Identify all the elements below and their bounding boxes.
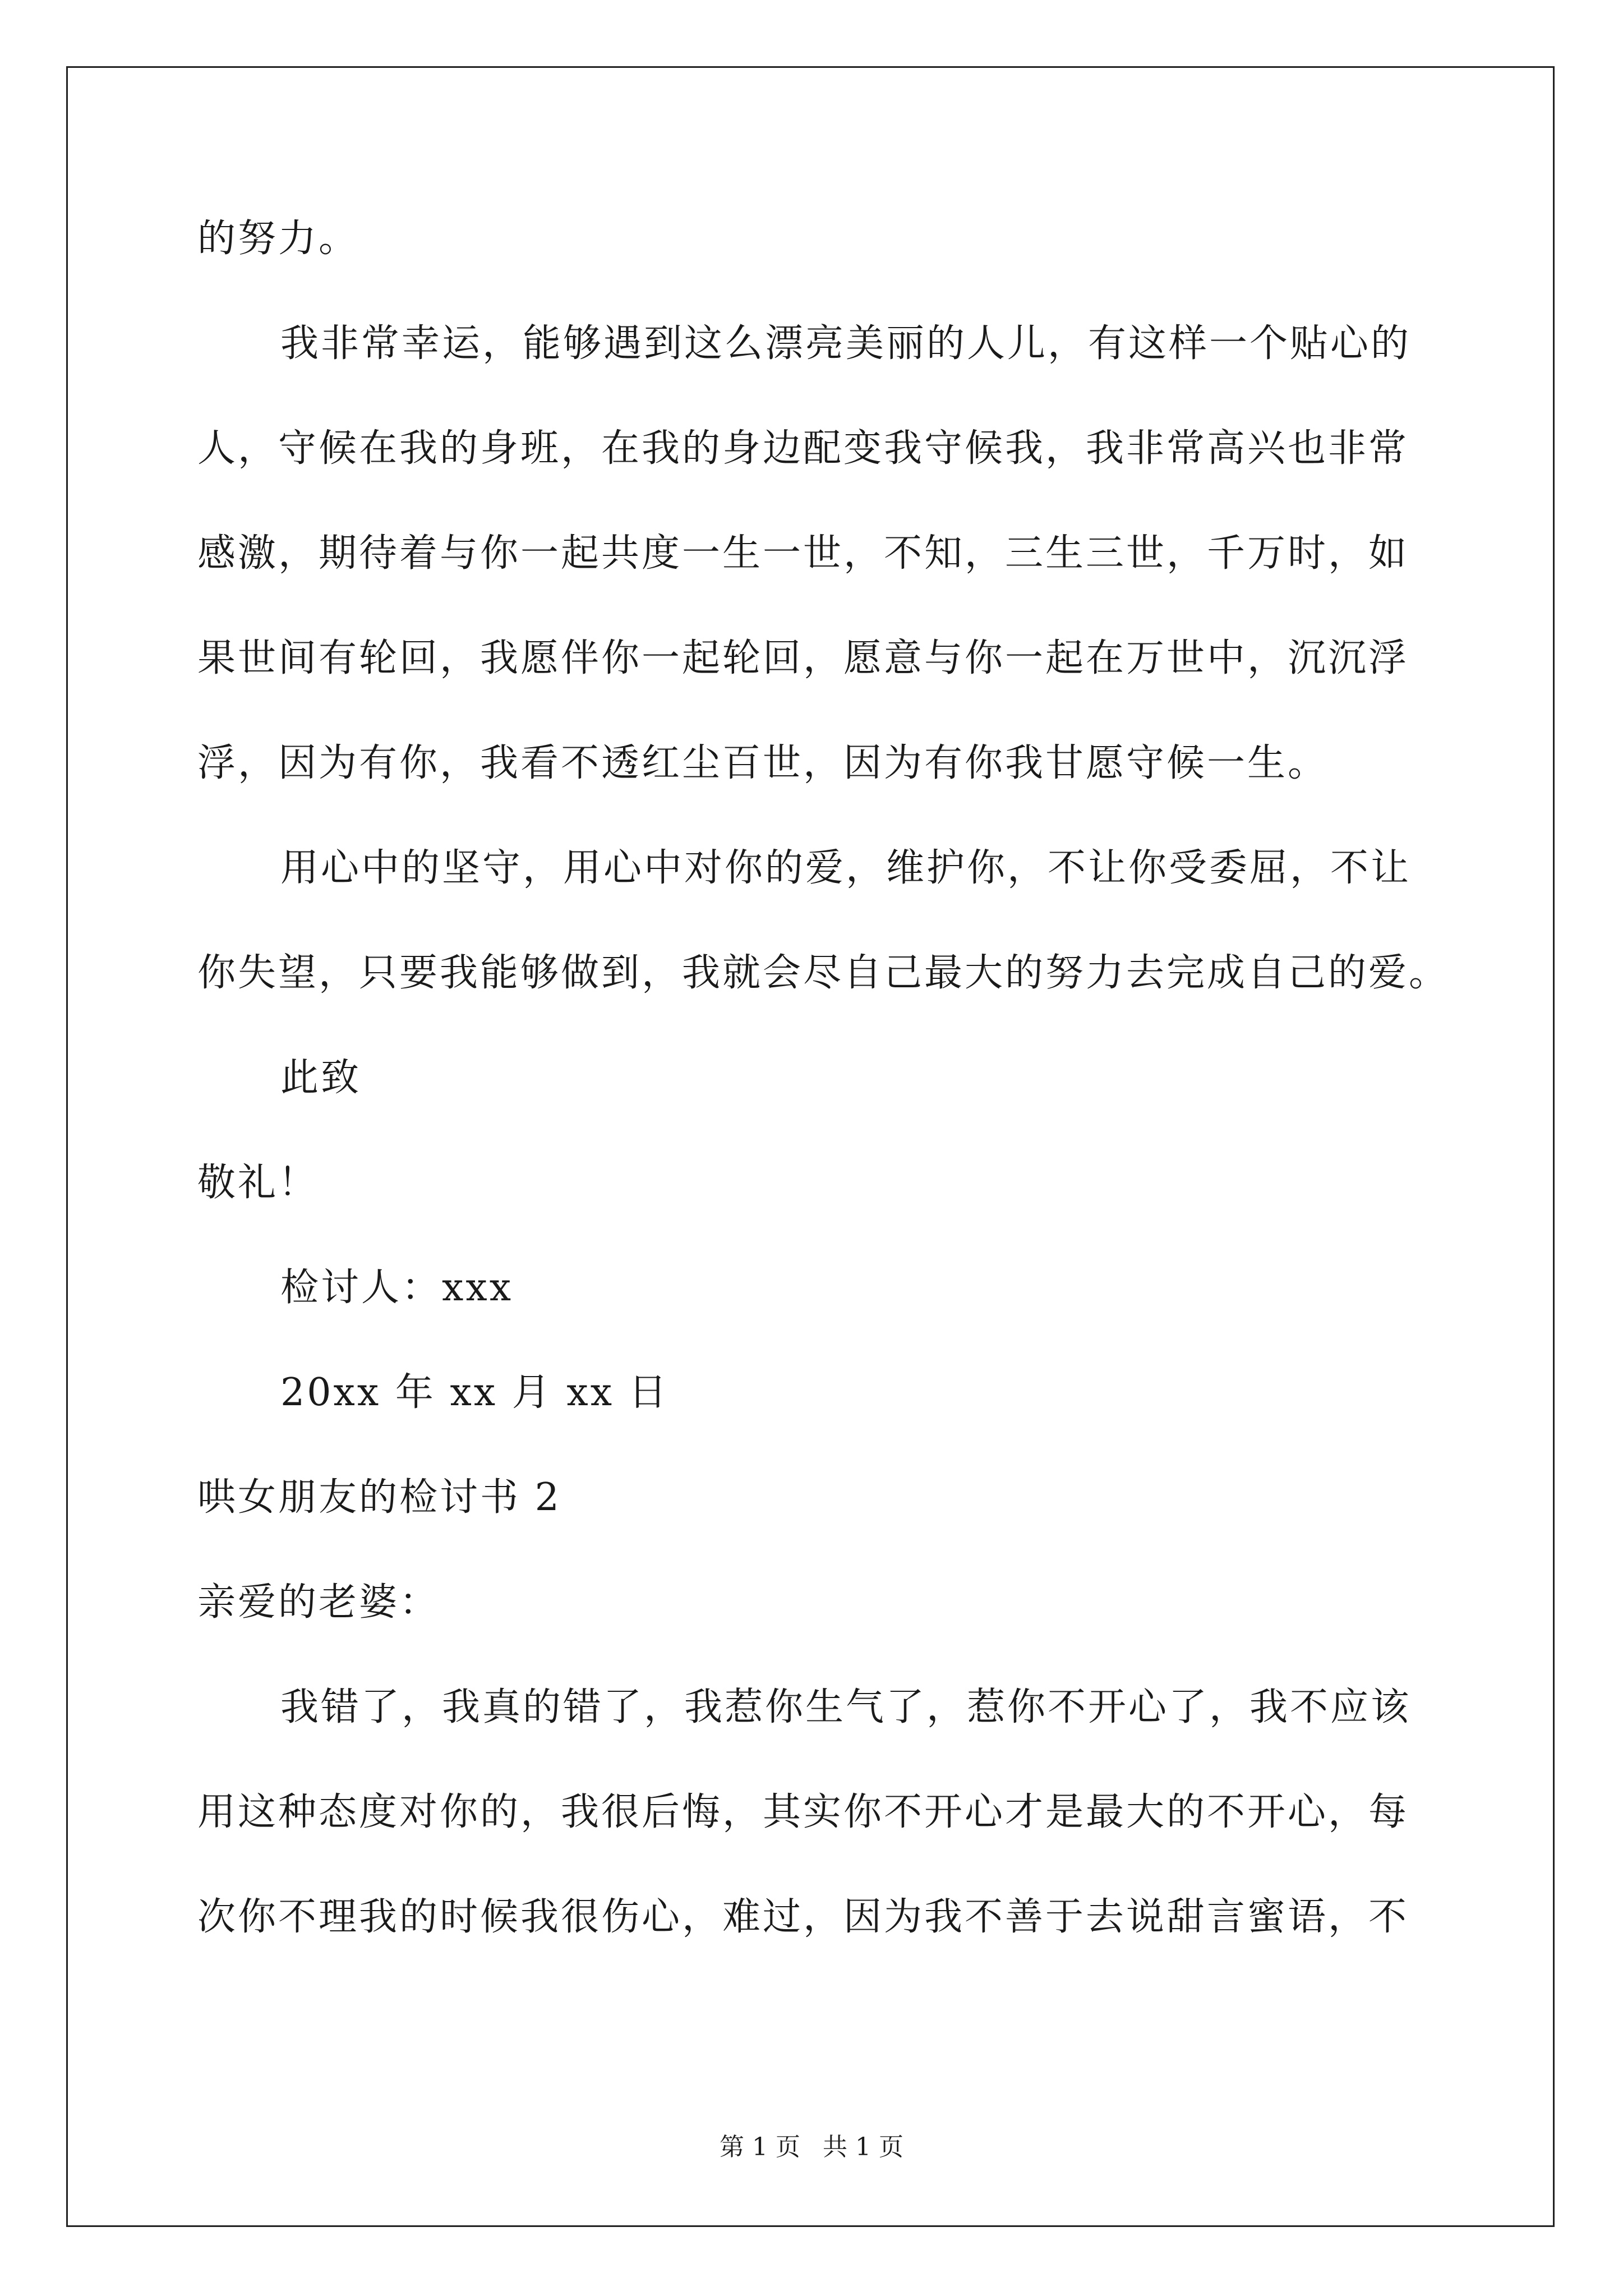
document-body xyxy=(197,212,1450,1995)
page-footer xyxy=(0,2131,1623,2164)
text-line: 我非常幸运，能够遇到这么漂亮美丽的人儿，有这样一个贴心的 xyxy=(280,321,1412,366)
date-line: 20xx 年 xx 月 xx 日 xyxy=(280,1370,669,1415)
closing-salutation: 此致 xyxy=(280,1056,362,1100)
text-line: 你失望，只要我能够做到，我就会尽自己最大的努力去完成自己的爱。 xyxy=(197,951,1450,995)
signature-line: 检讨人：xxx xyxy=(280,1266,514,1310)
text-line: 用这种态度对你的，我很后悔，其实你不开心才是最大的不开心，每 xyxy=(197,1790,1409,1834)
text-line: 的努力。 xyxy=(197,217,359,261)
text-line: 感激，期待着与你一起共度一生一世，不知，三生三世，千万时，如 xyxy=(197,531,1409,576)
page-number: 第 1 页 xyxy=(720,2133,800,2161)
text-line: 次你不理我的时候我很伤心，难过，因为我不善于去说甜言蜜语，不 xyxy=(197,1895,1409,1939)
text-line: 用心中的坚守，用心中对你的爱，维护你，不让你受委屈，不让 xyxy=(280,846,1412,890)
section-title: 哄女朋友的检讨书 2 xyxy=(197,1475,561,1520)
page-total: 共 1 页 xyxy=(823,2133,903,2161)
closing-regards: 敬礼！ xyxy=(197,1161,319,1205)
text-line: 果世间有轮回，我愿伴你一起轮回，愿意与你一起在万世中，沉沉浮 xyxy=(197,636,1409,680)
letter-greeting: 亲爱的老婆： xyxy=(197,1580,440,1625)
text-line: 浮，因为有你，我看不透红尘百世，因为有你我甘愿守候一生。 xyxy=(197,741,1329,785)
text-line: 我错了，我真的错了，我惹你生气了，惹你不开心了，我不应该 xyxy=(280,1685,1412,1729)
text-line: 人，守候在我的身班，在我的身边配变我守候我，我非常高兴也非常 xyxy=(197,426,1409,471)
